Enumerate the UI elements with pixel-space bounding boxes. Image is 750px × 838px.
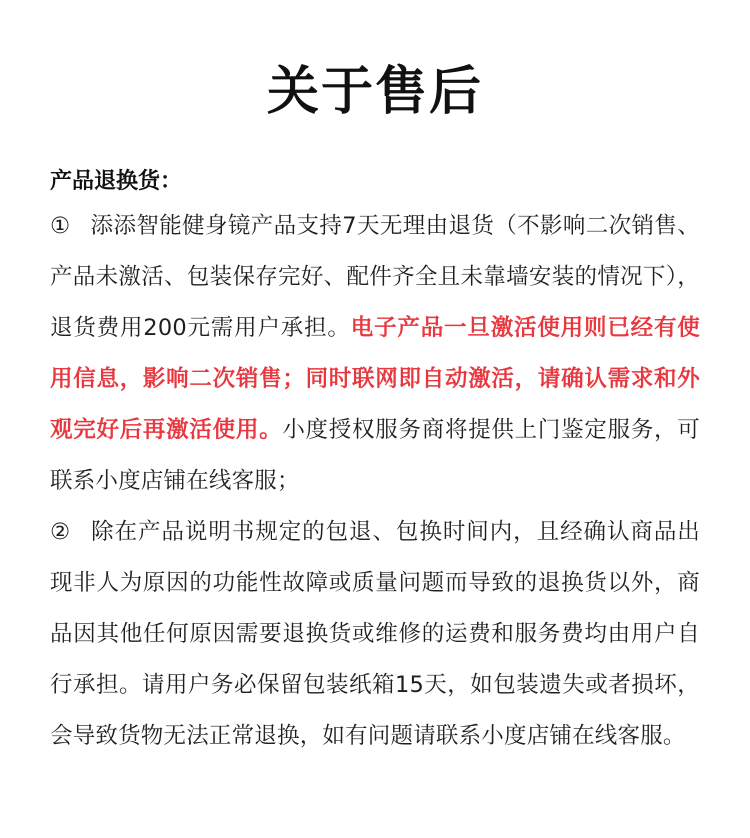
section-heading-returns: 产品退换货： — [50, 169, 183, 194]
item-marker-1: ① — [50, 213, 71, 239]
paragraph-1-text-after: 小度授权服务商将提供上门鉴定服务，可联系小度店铺在线客服； — [50, 417, 700, 494]
paragraph-1-text: 添添智能健身镜产品支持7天无理由退货（不影响二次销售、产品未激活、包装保存完好、配件齐全且未靠墙安装的情况下），退货费用200元需用户承担。 — [50, 213, 700, 341]
item-marker-2: ② — [50, 519, 71, 545]
paragraph-1-highlight: 电子产品一旦激活使用则已经有使用信息，影响二次销售；同时联网即自动激活，请确认需求和外观完好后再激活使用。 — [50, 315, 700, 443]
policy-paragraph-2 — [50, 507, 700, 762]
page-title: 关于售后 — [266, 62, 483, 122]
paragraph-2-text: 除在产品说明书规定的包退、包换时间内，且经确认商品出现非人为原因的功能性故障或质量问题而导致的退换货以外，商品因其他任何原因需要退换货或维修的运费和服务费均由用户自行承担。请用户务必保留包装纸箱15天，如包装遗失或者损坏，会导致货物无法正常退换，如有问题请联系小度店铺在线客服。 — [50, 519, 700, 749]
policy-paragraph-1 — [50, 201, 700, 507]
